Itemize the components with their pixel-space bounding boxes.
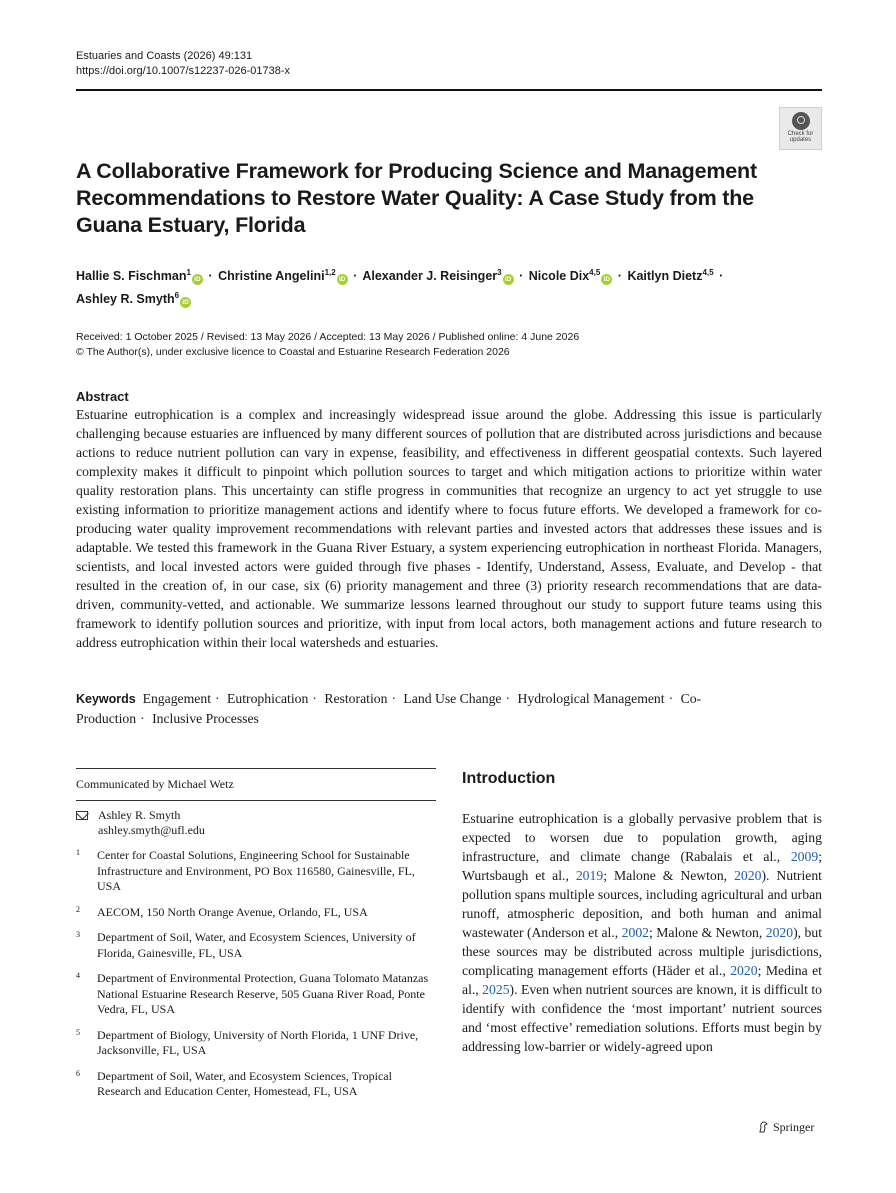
affiliation-item: 1 Center for Coastal Solutions, Engineering School for Sustainable Infrastructure and Environment, PO Box 116580, Gainesville, FL, USA <box>76 848 415 893</box>
citation-link[interactable]: 2002 <box>621 925 650 940</box>
affiliation-item: 6 Department of Soil, Water, and Ecosystem Sciences, Tropical Research and Education Center, Homestead, FL, USA <box>76 1068 392 1098</box>
doi-link[interactable]: https://doi.org/10.1007/s12237-026-01738-x <box>76 65 291 77</box>
author-separator: · <box>617 269 622 283</box>
orcid-icon[interactable]: iD <box>601 274 612 285</box>
publisher-logo <box>758 1119 814 1135</box>
affiliation-item: 5 Department of Biology, University of North Florida, 1 UNF Drive, Jacksonville, FL, USA <box>76 1027 419 1057</box>
affiliation-item: 2 AECOM, 150 North Orange Avenue, Orlando, FL, USA <box>76 904 368 919</box>
author-name[interactable]: Ashley R. Smyth$^6$ <box>76 291 180 306</box>
journal-citation: Estuaries and Coasts (2026) 49:131 <box>76 50 253 62</box>
keywords-label: Keywords <box>76 692 136 706</box>
check-for-updates-button[interactable] <box>779 107 822 150</box>
intro-text-segment: ), but these sources may be distributed across multiple jurisdictions, complicating management efforts (Häder et al., <box>462 925 823 978</box>
publisher-name: Springer <box>773 1120 815 1134</box>
check-updates-line2: updates <box>789 137 812 143</box>
keyword: Engagement <box>142 691 212 706</box>
affiliation-item: 4 Department of Environmental Protection, Guana Tolomato Matanzas National Estuarine Research Reserve, 505 Guana River Road, Ponte Vedra, FL, USA <box>76 971 429 1016</box>
introduction-heading: Introduction <box>462 770 556 787</box>
envelope-icon <box>76 811 88 820</box>
communicated-by: Communicated by Michael Wetz <box>76 777 234 791</box>
author-separator: · <box>519 269 524 283</box>
springer-horse-icon <box>758 1121 769 1133</box>
author-name[interactable]: Nicole Dix$^{4,5}$ <box>528 268 601 283</box>
footnotes-column <box>76 768 436 1100</box>
intro-text-segment: ; Medina et al., <box>462 963 822 997</box>
author-separator: · <box>208 269 213 283</box>
citation-link[interactable]: 2025 <box>482 982 510 997</box>
citation-link[interactable]: 2019 <box>575 868 604 883</box>
author-name[interactable]: Kaitlyn Dietz$^{4,5}$ <box>627 268 714 283</box>
keyword: Land Use Change <box>403 691 502 706</box>
orcid-icon[interactable]: iD <box>180 297 191 308</box>
citation-link[interactable]: 2020 <box>734 868 762 883</box>
introduction-text <box>462 809 822 1056</box>
publication-dates <box>76 330 579 360</box>
copyright-notice: © The Author(s), under exclusive licence to Coastal and Estuarine Research Federation 2026 <box>76 346 510 358</box>
citation-link[interactable]: 2020 <box>730 963 758 978</box>
author-separator: · <box>353 269 358 283</box>
header-divider <box>76 89 822 91</box>
corresponding-email[interactable]: ashley.smyth@ufl.edu <box>98 823 205 837</box>
orcid-icon[interactable]: iD <box>337 274 348 285</box>
abstract-section <box>76 388 822 652</box>
author-name[interactable]: Alexander J. Reisinger$^3$ <box>362 268 502 283</box>
intro-text-segment: ; Wurtsbaugh et al., <box>462 849 822 883</box>
abstract-heading: Abstract <box>76 389 129 404</box>
intro-text-segment: ; Malone & Newton, <box>603 868 735 883</box>
footnote-divider <box>76 800 436 801</box>
keywords-section: Keywords Engagement · Eutrophication · Restoration · Land Use Change · Hydrological Management · Co-Production · Inclusive Processes <box>76 691 702 726</box>
publication-history: Received: 1 October 2025 / Revised: 13 May 2026 / Accepted: 13 May 2026 / Published online: 4 June 2026 <box>76 331 580 343</box>
author-name[interactable]: Hallie S. Fischman$^1$ <box>76 268 191 283</box>
abstract-text: Estuarine eutrophication is a complex and increasingly widespread issue around the globe. Addressing this issue is particularly challenging because estuaries are influenced by many different sources of pollution that are distributed across jurisdictions and because actions to reduce nutrient pollution can vary in expense, feasibility, and effectiveness in different geospatial contexts. Such layered complexity makes it difficult to pinpoint which pollution sources to target and which mitigation actions to prioritize within water quality restoration plans. This uncertainty can stifle progress in communities that recognize an urgency to act yet struggle to use existing information to prioritize management actions and identify where to focus future efforts. We developed a framework for co-producing water quality improvement recommendations with relevant parties and invested actors that addresses these issues and is adaptable. We tested this framework in the Guana River Estuary, a system experiencing eutrophication in northeast Florida. Managers, scientists, and local invested actors were guided through five phases - Identify, Understand, Assess, Evaluate, and Develop - that resulted in the creation of, in our case, six (6) priority management and three (3) priority research recommendations that are data-driven, community-vetted, and actionable. We summarize lessons learned throughout our study to support future teams using this framework to identify pollution sources and prioritize, with input from local actors, both management actions and future research to address eutrophication within their local watersheds and estuaries. <box>76 407 822 650</box>
journal-header <box>76 49 290 79</box>
keyword: Eutrophication <box>227 691 309 706</box>
orcid-icon[interactable]: iD <box>192 274 203 285</box>
intro-text-segment: ). Even when nutrient sources are known, it is difficult to identify with confidence the ‘most important’ nutrient sources and ‘most effective’ remediation solutions. Efforts must begin by addressing low-barrier or widely-agreed upon <box>462 982 822 1054</box>
citation-link[interactable]: 2020 <box>765 925 794 940</box>
author-separator: · <box>719 269 724 283</box>
keyword: Inclusive Processes <box>152 711 259 726</box>
check-updates-line1: Check for <box>787 131 814 137</box>
intro-text-segment: ). Nutrient pollution spans multiple sources, including agricultural and urban runoff, atmospheric deposition, and both human and animal wastewater (Anderson et al., <box>462 868 822 940</box>
citation-link[interactable]: 2009 <box>790 849 819 864</box>
keyword: Hydrological Management <box>517 691 665 706</box>
paper-title: A Collaborative Framework for Producing Science and Management Recommendations to Restore Water Quality: A Case Study from the Guana Estuary, Florida <box>76 159 757 237</box>
corresponding-name: Ashley R. Smyth <box>98 808 181 822</box>
check-updates-icon <box>792 112 810 130</box>
corresponding-author <box>76 808 436 838</box>
keyword: Co-Production <box>76 691 702 726</box>
orcid-icon[interactable]: iD <box>503 274 514 285</box>
intro-text-segment: Estuarine eutrophication is a globally pervasive problem that is expected to worsen due to population growth, aging infrastructure, and climate change (Rabalais et al., <box>462 811 822 864</box>
keyword: Restoration <box>324 691 388 706</box>
affiliation-item: 3 Department of Soil, Water, and Ecosystem Sciences, University of Florida, Gainesville, FL, USA <box>76 930 416 960</box>
author-name[interactable]: Christine Angelini$^{1,2}$ <box>218 268 336 283</box>
intro-text-segment: ; Malone & Newton, <box>649 925 766 940</box>
author-list <box>76 263 796 309</box>
